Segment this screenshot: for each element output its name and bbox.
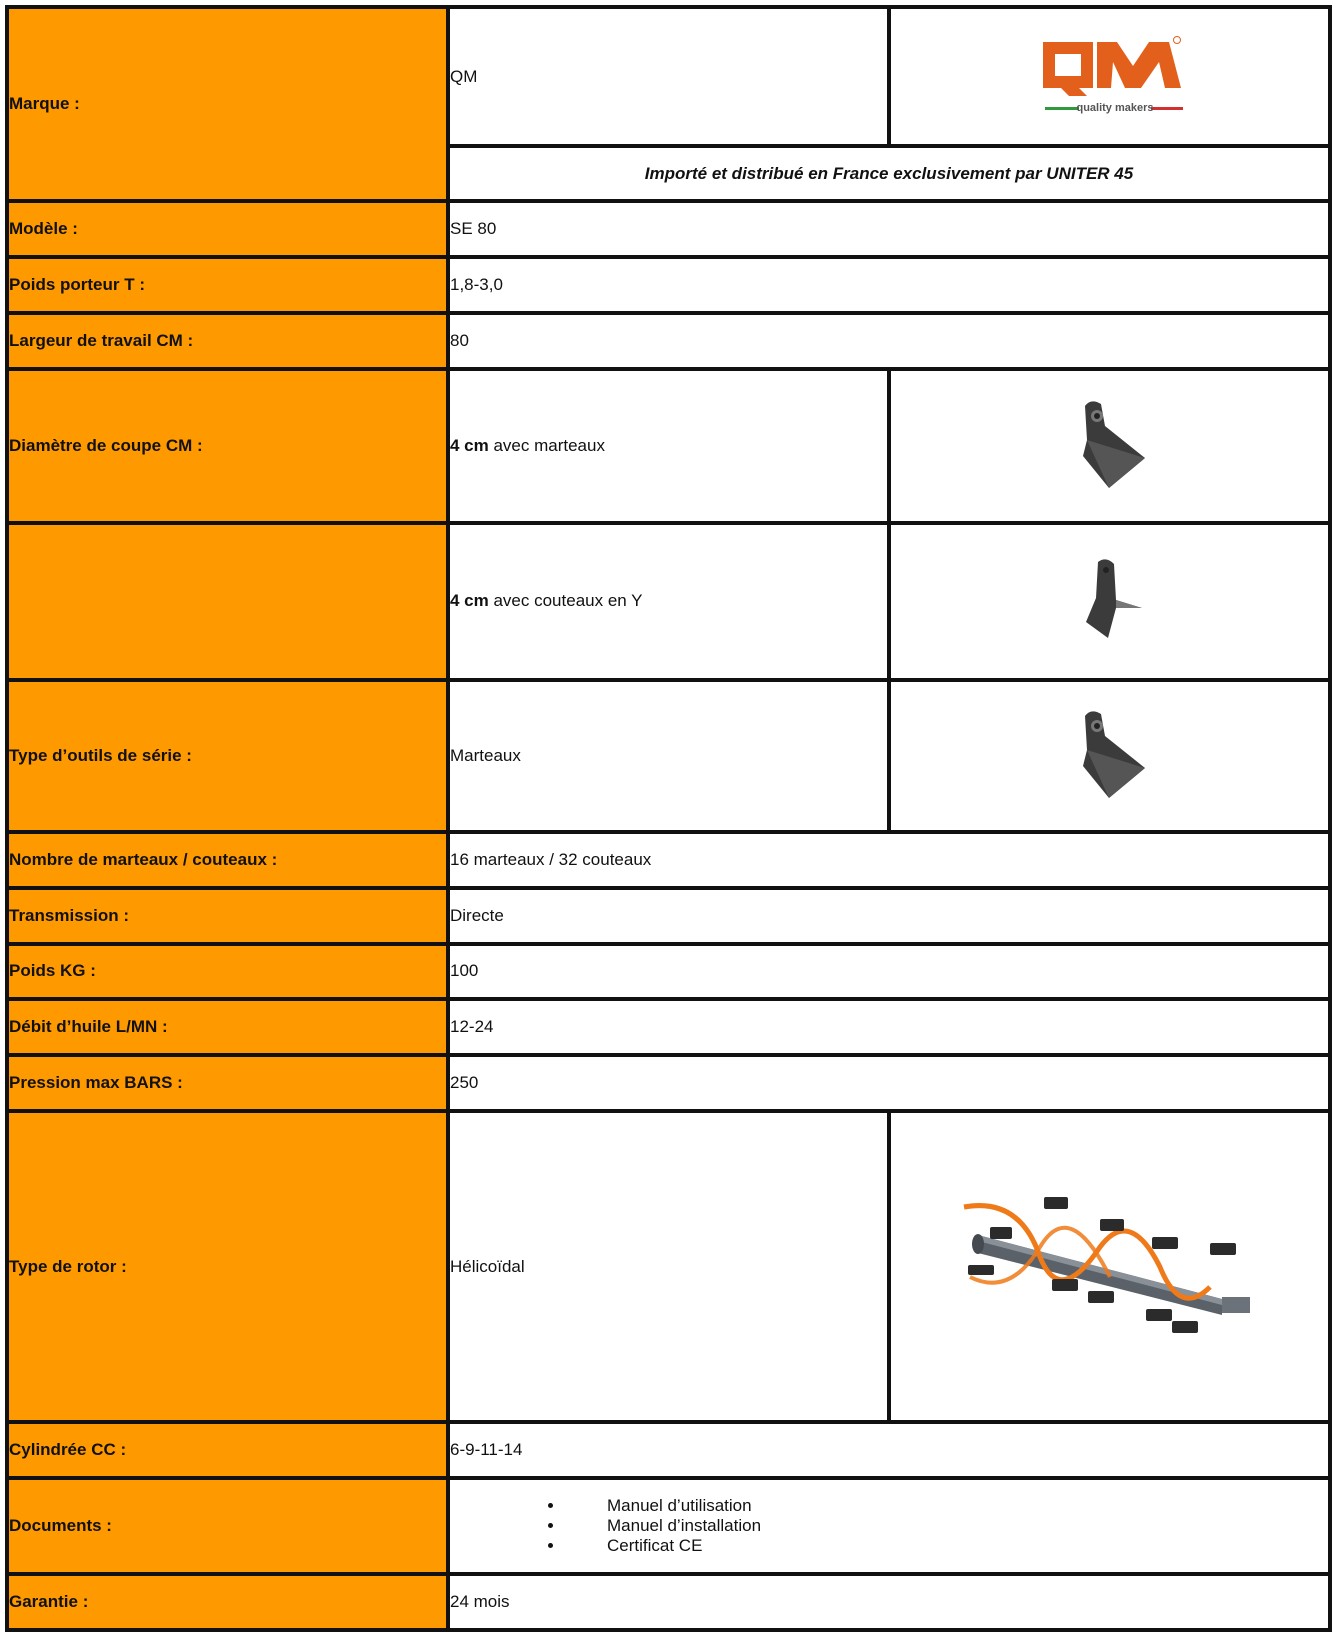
work-width-label: Largeur de travail CM : xyxy=(7,313,448,369)
brand-label: Marque : xyxy=(7,7,448,201)
documents-list xyxy=(450,1496,1328,1556)
work-width-value: 80 xyxy=(448,313,1330,369)
max-pressure-value: 250 xyxy=(448,1055,1330,1111)
document-item: • Manuel d’utilisation xyxy=(565,1496,1328,1516)
hammer-blade-icon xyxy=(1065,706,1155,806)
warranty-value: 24 mois xyxy=(448,1574,1330,1630)
cut-diameter-value xyxy=(448,369,889,523)
brand-value: QM xyxy=(448,7,889,146)
blade-count-label: Nombre de marteaux / couteaux : xyxy=(7,832,448,888)
documents-label: Documents : xyxy=(7,1478,448,1574)
document-item: • Manuel d’installation xyxy=(565,1516,1328,1536)
warranty-label: Garantie : xyxy=(7,1574,448,1630)
documents-value xyxy=(448,1478,1330,1574)
weight-value: 100 xyxy=(448,944,1330,1000)
max-pressure-label: Pression max BARS : xyxy=(7,1055,448,1111)
carrier-weight-value: 1,8-3,0 xyxy=(448,257,1330,313)
oil-flow-label: Débit d’huile L/MN : xyxy=(7,999,448,1055)
hammer-image-cell xyxy=(889,369,1330,523)
tool-type-image-cell xyxy=(889,680,1330,832)
hammer-blade-icon xyxy=(1065,396,1155,496)
import-note: Importé et distribué en France exclusivement par UNITER 45 xyxy=(448,146,1330,201)
oil-flow-value: 12-24 xyxy=(448,999,1330,1055)
y-blade-icon xyxy=(1070,556,1150,646)
tool-type-label: Type d’outils de série : xyxy=(7,680,448,832)
transmission-label: Transmission : xyxy=(7,888,448,944)
svg-text:quality makers: quality makers xyxy=(1075,101,1154,114)
rotor-value: Hélicoïdal xyxy=(448,1111,889,1421)
displacement-label: Cylindrée CC : xyxy=(7,1422,448,1478)
weight-label: Poids KG : xyxy=(7,944,448,1000)
rotor-image-cell xyxy=(889,1111,1330,1421)
helical-rotor-icon xyxy=(960,1187,1260,1347)
carrier-weight-label: Poids porteur T : xyxy=(7,257,448,313)
tool-type-value: Marteaux xyxy=(448,680,889,832)
cut-diameter-y-bold: 4 cm xyxy=(450,591,489,611)
spec-table xyxy=(5,5,1332,1632)
cut-diameter-rest: avec marteaux xyxy=(488,436,605,456)
rotor-label: Type de rotor : xyxy=(7,1111,448,1421)
document-item: • Certificat CE xyxy=(565,1536,1328,1556)
blade-count-value: 16 marteaux / 32 couteaux xyxy=(448,832,1330,888)
brand-logo-cell xyxy=(889,7,1330,146)
cut-diameter-y-rest: avec couteaux en Y xyxy=(488,591,643,611)
qm-logo-icon xyxy=(1035,32,1185,122)
cut-diameter-y-label xyxy=(7,523,448,679)
model-value: SE 80 xyxy=(448,201,1330,257)
cut-diameter-y-value xyxy=(448,523,889,679)
cut-diameter-bold: 4 cm xyxy=(450,436,489,456)
y-blade-image-cell xyxy=(889,523,1330,679)
transmission-value: Directe xyxy=(448,888,1330,944)
cut-diameter-label: Diamètre de coupe CM : xyxy=(7,369,448,523)
model-label: Modèle : xyxy=(7,201,448,257)
displacement-value: 6-9-11-14 xyxy=(448,1422,1330,1478)
